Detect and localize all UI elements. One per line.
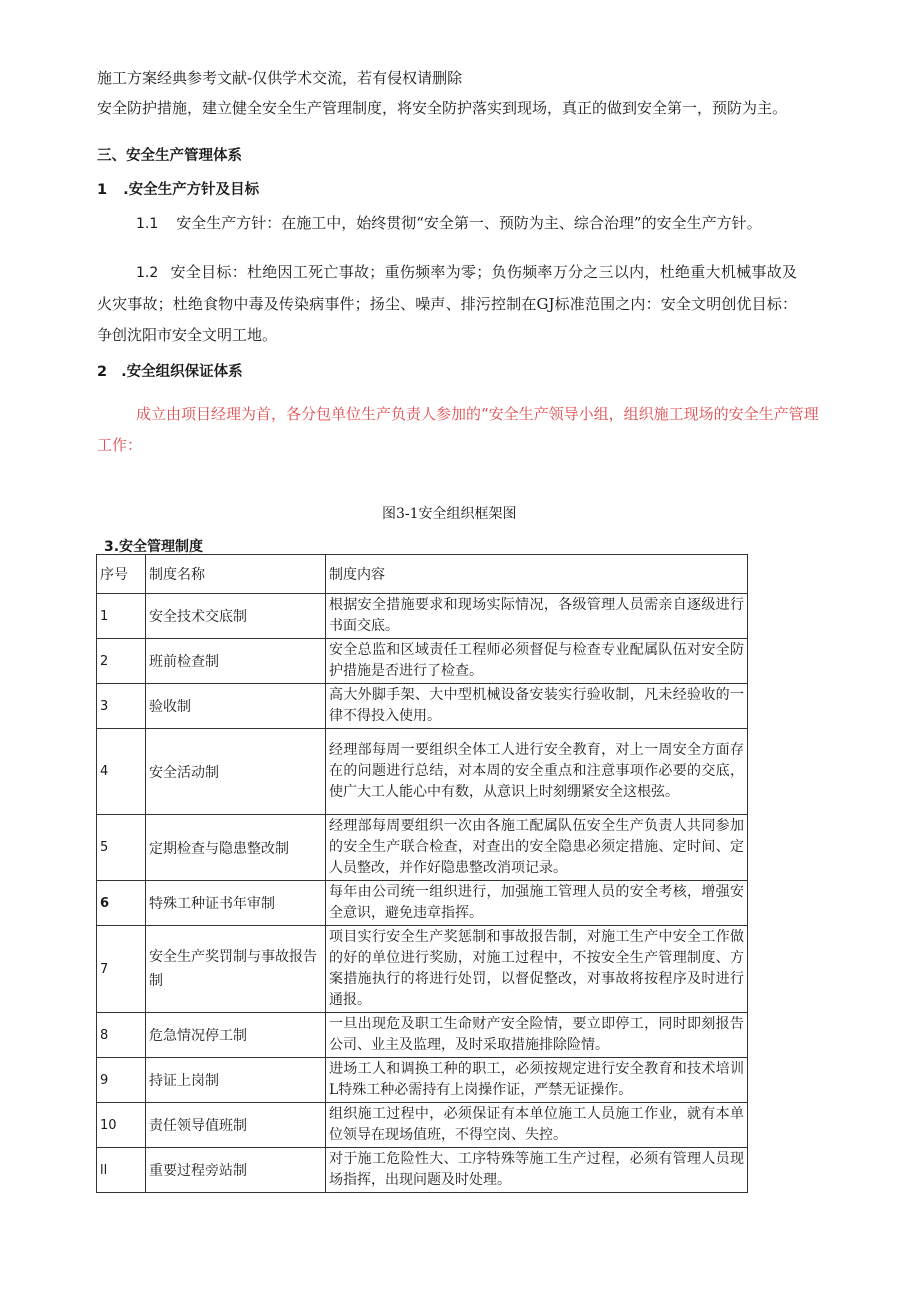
table-header-row [97,555,748,594]
subsection-number: 1 [97,182,108,198]
row-no: ll [97,1148,146,1193]
subsection-heading-2 [97,360,243,381]
table-title: 3.安全管理制度 [104,539,204,555]
row-no: 10 [97,1103,146,1148]
subsection-title: .安全生产方针及目标 [123,182,260,198]
table-row [97,1058,748,1103]
row-content: 经理部每周一要组织全体工人进行安全教育，对上一周安全方面存在的问题进行总结，对本周的安全重点和注意事项作必要的交底，使广大工人能心中有数，从意识上时刻绷紧安全这根弦。 [326,729,748,815]
row-name: 安全活动制 [146,729,326,815]
header-no: 序号 [97,555,146,594]
row-name: 定期检查与隐患整改制 [146,815,326,881]
item-number: 1.1 [136,216,159,232]
table-row [97,594,748,639]
item-1-2 [97,257,797,351]
row-no: 6 [97,881,146,926]
subsection-number: 2 [97,364,108,380]
red-paragraph: 成立由项目经理为首，各分包单位生产负责人参加的“安全生产领导小组，组织施工现场的安全生产管理工作： [97,405,819,454]
row-name: 验收制 [146,684,326,729]
row-no: 7 [97,926,146,1013]
item-text: 安全生产方针：在施工中，始终贯彻“安全第一、预防为主、综合治理”的安全生产方针。 [176,214,762,232]
row-content: 经理部每周要组织一次由各施工配属队伍安全生产负责人共同参加的安全生产联合检查，对查出的安全隐患必须定措施、定时间、定人员整改，并作好隐患整改消项记录。 [326,815,748,881]
row-name: 危急情况停工制 [146,1013,326,1058]
row-no: 8 [97,1013,146,1058]
header-name: 制度名称 [146,555,326,594]
table-row [97,1013,748,1058]
item-number: 1.2 [136,265,159,281]
table-row [97,815,748,881]
row-name: 特殊工种证书年审制 [146,881,326,926]
table-row [97,729,748,815]
row-content: 项目实行安全生产奖惩制和事故报告制，对施工生产中安全工作做的好的单位进行奖励，对施工过程中，不按安全生产管理制度、方案措施执行的将进行处罚，以督促整改，对事故将按程序及时进行通报。 [326,926,748,1013]
header-content: 制度内容 [326,555,748,594]
row-no: 1 [97,594,146,639]
row-content: 高大外脚手架、大中型机械设备安装实行验收制，凡未经验收的一律不得投入使用。 [326,684,748,729]
table-row [97,639,748,684]
subsection-title: .安全组织保证体系 [121,364,243,380]
row-no: 9 [97,1058,146,1103]
subsection-heading-1 [97,178,259,199]
header-note: 施工方案经典参考文献-仅供学术交流，若有侵权请删除 [97,69,463,87]
row-content: 进场工人和调换工种的职工，必须按规定进行安全教育和技术培训L特殊工种必需持有上岗操作证，严禁无证操作。 [326,1058,748,1103]
row-content: 根据安全措施要求和现场实际情况，各级管理人员需亲自逐级进行书面交底。 [326,594,748,639]
row-content: 安全总监和区域责任工程师必须督促与检查专业配属队伍对安全防护措施是否进行了检查。 [326,639,748,684]
row-no: 3 [97,684,146,729]
section-title: 三、安全生产管理体系 [97,148,242,164]
item-text: 安全目标：杜绝因工死亡事故；重伤频率为零；负伤频率万分之三以内，杜绝重大机械事故及火灾事故；杜绝食物中毒及传染病事件；扬尘、噪声、排污控制在GJ标准范围之内：安全文明创优目标：争创沈阳市安全文明工地。 [97,263,797,344]
row-no: 5 [97,815,146,881]
row-name: 安全技术交底制 [146,594,326,639]
row-name: 班前检查制 [146,639,326,684]
row-content: 组织施工过程中，必须保证有本单位施工人员施工作业，就有本单位领导在现场值班，不得空岗、失控。 [326,1103,748,1148]
figure-caption: 图3-1安全组织框架图 [382,506,517,522]
row-content: 对于施工危险性大、工序特殊等施工生产过程，必须有管理人员现场指挥，出现问题及时处理。 [326,1148,748,1193]
row-name: 重要过程旁站制 [146,1148,326,1193]
rules-table [96,554,748,1193]
row-no: 2 [97,639,146,684]
row-name: 安全生产奖罚制与事故报告制 [146,926,326,1013]
row-name: 责任领导值班制 [146,1103,326,1148]
row-content: 一旦出现危及职工生命财产安全险情，要立即停工，同时即刻报告公司、业主及监理，及时采取措施排除险情。 [326,1013,748,1058]
intro-line: 安全防护措施，建立健全安全生产管理制度，将安全防护落实到现场，真正的做到安全第一，预防为主。 [97,99,788,117]
row-no: 4 [97,729,146,815]
table-row [97,1103,748,1148]
table-row [97,1148,748,1193]
item-1-1 [136,213,762,234]
table-row [97,684,748,729]
table-row [97,881,748,926]
row-content: 每年由公司统一组织进行，加强施工管理人员的安全考核，增强安全意识，避免违章指挥。 [326,881,748,926]
row-name: 持证上岗制 [146,1058,326,1103]
table-row [97,926,748,1013]
